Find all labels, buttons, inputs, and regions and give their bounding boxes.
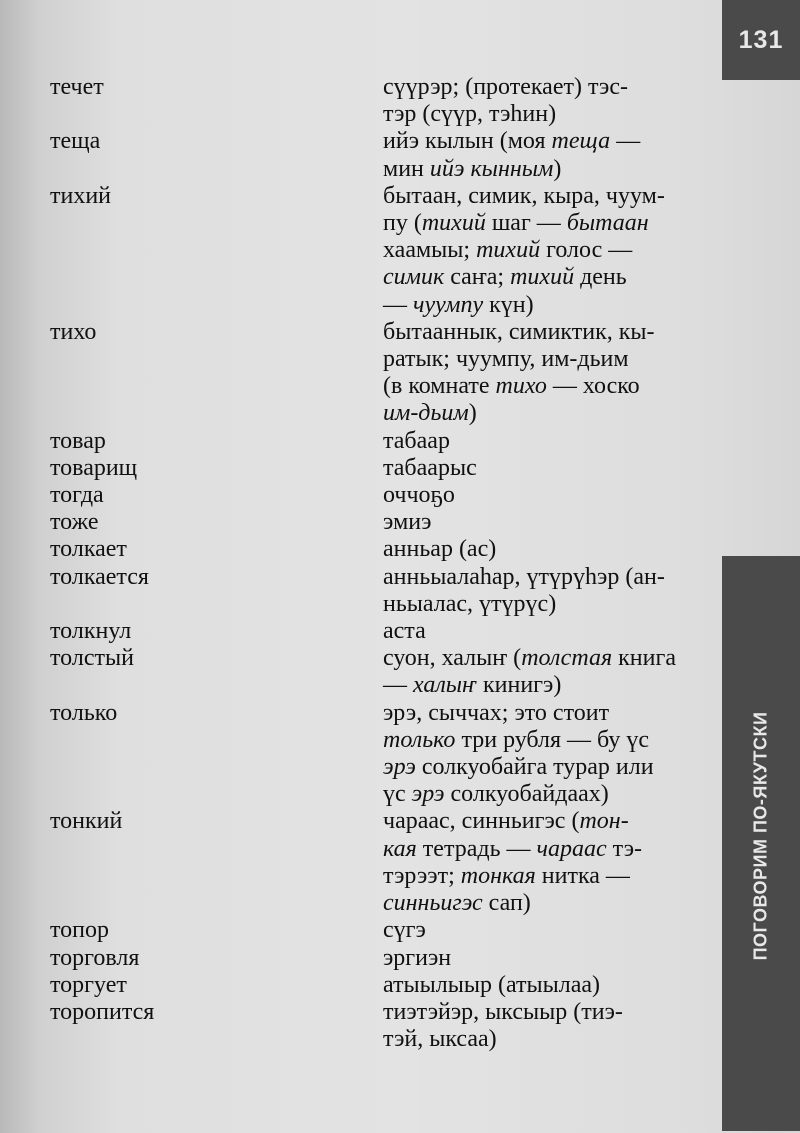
entry-translation <box>383 700 702 809</box>
entry-headword: только <box>50 699 118 726</box>
translation-line: тэй, ыксаа) <box>383 1026 497 1053</box>
translation-line: эмиэ <box>383 509 432 536</box>
entry-headword: тоже <box>50 509 99 536</box>
entry-headword: товарищ <box>50 454 138 481</box>
entry-headword: тихо <box>50 318 97 345</box>
entry-translation <box>383 999 702 1053</box>
section-side-tab <box>722 556 800 1131</box>
entry-translation <box>383 564 702 618</box>
translation-line: ийэ кылын (моя теща — <box>383 128 641 155</box>
translation-line: анньыалаһар, үтүрүһэр (ан- <box>383 563 665 590</box>
translation-line: им-дьим) <box>383 400 477 427</box>
translation-line: үс эрэ солкуобайдаах) <box>383 781 609 808</box>
translation-line: оччоҕо <box>383 482 455 509</box>
translation-line: табаар <box>383 427 450 454</box>
dictionary-entry <box>50 999 702 1053</box>
dictionary-entry <box>50 917 702 944</box>
entry-headword: товар <box>50 427 106 454</box>
translation-line: ньыалас, үтүрүс) <box>383 590 557 617</box>
entry-headword: торопится <box>50 998 155 1025</box>
dictionary-entry <box>50 645 702 699</box>
entry-translation <box>383 128 702 182</box>
translation-line: мин ийэ кынным) <box>383 155 562 182</box>
entry-translation <box>383 319 702 428</box>
dictionary-entry <box>50 509 702 536</box>
page-number: 131 <box>738 25 784 54</box>
entry-headword: толкает <box>50 536 127 563</box>
entry-headword: топор <box>50 917 110 944</box>
translation-line: — чуумпу күн) <box>383 291 534 318</box>
section-title: ПОГОВОРИМ ПО-ЯКУТСКИ <box>750 711 771 961</box>
translation-line: симик саҥа; тихий день <box>383 264 627 291</box>
entry-headword: торгует <box>50 971 127 998</box>
entry-headword: толстый <box>50 645 134 672</box>
dictionary-entry <box>50 536 702 563</box>
entry-headword: теща <box>50 128 101 155</box>
entry-translation <box>383 945 702 972</box>
entry-headword: течет <box>50 74 104 100</box>
entry-translation <box>383 645 702 699</box>
entry-translation <box>383 808 702 917</box>
entry-translation <box>383 428 702 455</box>
dictionary-entry <box>50 319 702 428</box>
translation-line: эргиэн <box>383 944 452 971</box>
translation-line: — халыҥ кинигэ) <box>383 672 562 699</box>
translation-line: тиэтэйэр, ыксыыр (тиэ- <box>383 998 623 1025</box>
translation-line: хаамыы; тихий голос — <box>383 237 633 264</box>
dictionary-entry <box>50 74 702 128</box>
dictionary-entry <box>50 183 702 319</box>
entry-headword: тонкий <box>50 808 123 835</box>
dictionary-entry <box>50 700 702 809</box>
translation-line: бытаан, симик, кыра, чуум- <box>383 182 665 209</box>
dictionary-entry <box>50 945 702 972</box>
entry-translation <box>383 917 702 944</box>
translation-line: тэр (сүүр, тэһин) <box>383 101 557 128</box>
translation-line: сүгэ <box>383 917 426 944</box>
translation-line: суон, халыҥ (толстая книга <box>383 645 676 672</box>
entry-headword: тихий <box>50 182 112 209</box>
entry-translation <box>383 618 702 645</box>
dictionary-entry <box>50 618 702 645</box>
entry-translation <box>383 509 702 536</box>
translation-line: (в комнате тихо — хоско <box>383 373 640 400</box>
dictionary-entry <box>50 428 702 455</box>
entry-headword: толкнул <box>50 618 132 645</box>
entry-translation <box>383 536 702 563</box>
dictionary-entry <box>50 808 702 917</box>
dictionary-entries <box>50 74 702 1053</box>
translation-line: пу (тихий шаг — бытаан <box>383 210 649 237</box>
translation-line: синньигэс сап) <box>383 890 531 917</box>
translation-line: тэрээт; тонкая нитка — <box>383 862 630 889</box>
translation-line: анньар (ас) <box>383 536 497 563</box>
dictionary-entry <box>50 455 702 482</box>
translation-line: аста <box>383 618 426 645</box>
translation-line: кая тетрадь — чараас тэ- <box>383 835 643 862</box>
translation-line: атыылыыр (атыылаа) <box>383 971 601 998</box>
entry-headword: торговля <box>50 944 140 971</box>
translation-line: эрэ солкуобайга турар или <box>383 754 654 781</box>
translation-line: ратык; чуумпу, им-дьим <box>383 346 629 373</box>
entry-translation <box>383 482 702 509</box>
translation-line: сүүрэр; (протекает) тэс- <box>383 74 628 100</box>
dictionary-entry <box>50 972 702 999</box>
dictionary-entry <box>50 482 702 509</box>
page-number-tab <box>722 0 800 80</box>
entry-translation <box>383 183 702 319</box>
entry-translation <box>383 74 702 128</box>
dictionary-entry <box>50 128 702 182</box>
entry-headword: толкается <box>50 563 149 590</box>
translation-line: эрэ, сыччах; это стоит <box>383 699 610 726</box>
translation-line: чараас, синньигэс (тон- <box>383 808 629 835</box>
translation-line: только три рубля — бу үс <box>383 726 650 753</box>
entry-headword: тогда <box>50 482 104 509</box>
translation-line: табаарыс <box>383 454 477 481</box>
dictionary-entry <box>50 564 702 618</box>
entry-translation <box>383 455 702 482</box>
entry-translation <box>383 972 702 999</box>
translation-line: бытааннык, симиктик, кы- <box>383 318 655 345</box>
